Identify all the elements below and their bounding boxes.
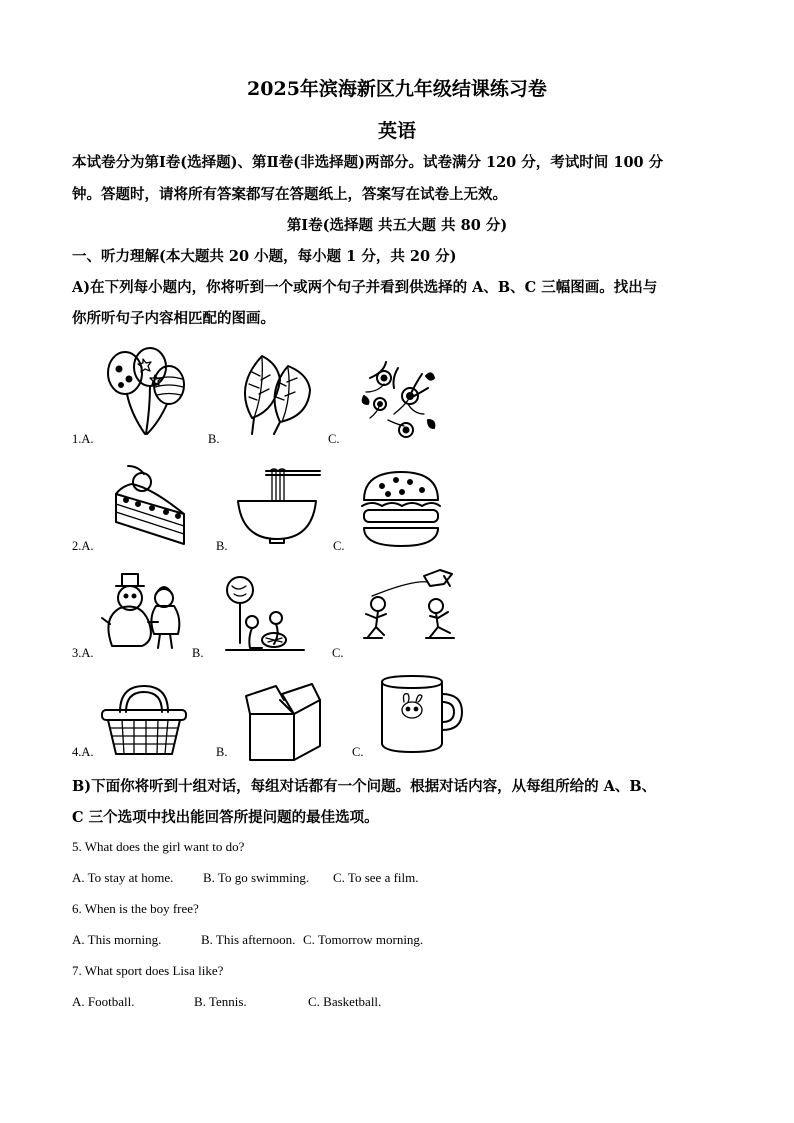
q3-label-a: 3.A. [72, 646, 94, 660]
q7-text: 7. What sport does Lisa like? [72, 963, 224, 978]
q2-label-c: C. [333, 539, 345, 553]
q6-option-b: B. This afternoon. [201, 932, 296, 947]
exam-title: 2025年滨海新区九年级结课练习卷 [247, 78, 547, 100]
partB-line-2: C 三个选项中找出能回答所提问题的最佳选项。 [72, 809, 379, 826]
q6-text: 6. When is the boy free? [72, 901, 199, 916]
intro-line-1: 本试卷分为第Ⅰ卷(选择题)、第Ⅱ卷(非选择题)两部分。试卷满分 120 分，考试时间 100 分 [72, 154, 664, 171]
flying-kite-icon [360, 566, 462, 642]
q6-option-c: C. Tomorrow morning. [303, 932, 424, 947]
cake-icon [108, 462, 190, 548]
partA-line-1: A)在下列每小题内，你将听到一个或两个句子并看到供选择的 A、B、C 三幅图画。找出与 [72, 279, 658, 296]
q4-label-a: 4.A. [72, 745, 94, 759]
partA-line-2: 你所听句子内容相匹配的图画。 [72, 310, 275, 327]
leaves-icon [232, 346, 322, 438]
q5-option-a: A. To stay at home. [72, 870, 174, 885]
q3-label-c: C. [332, 646, 344, 660]
q1-label-b: B. [208, 432, 220, 446]
box-icon [240, 680, 330, 764]
q2-label-a: 2.A. [72, 539, 94, 553]
q7-option-a: A. Football. [72, 994, 135, 1009]
q2-label-b: B. [216, 539, 228, 553]
mug-icon [376, 672, 466, 754]
hamburger-icon [358, 468, 444, 550]
q7-option-c: C. Basketball. [308, 994, 382, 1009]
q6-option-a: A. This morning. [72, 932, 162, 947]
q5-option-b: B. To go swimming. [203, 870, 310, 885]
q7-option-b: B. Tennis. [194, 994, 247, 1009]
balloons-icon [103, 345, 193, 440]
flowers-icon [358, 358, 440, 442]
section-heading: 第Ⅰ卷(选择题 共五大题 共 80 分) [286, 217, 508, 234]
q5-option-c: C. To see a film. [333, 870, 419, 885]
q1-label-a: 1.A. [72, 432, 94, 446]
planting-tree-icon [222, 572, 308, 654]
subject-title: 英语 [377, 120, 416, 142]
q4-label-c: C. [352, 745, 364, 759]
intro-line-2: 钟。答题时，请将所有答案都写在答题纸上，答案写在试卷上无效。 [72, 186, 507, 203]
snowman-icon [100, 570, 186, 654]
basket-icon [100, 682, 188, 758]
part1-heading: 一、听力理解(本大题共 20 小题，每小题 1 分，共 20 分) [72, 248, 457, 265]
partB-line-1: B)下面你将听到十组对话，每组对话都有一个问题。根据对话内容，从每组所给的 A、B、 [72, 778, 657, 795]
q5-text: 5. What does the girl want to do? [72, 839, 245, 854]
q1-label-c: C. [328, 432, 340, 446]
q4-label-b: B. [216, 745, 228, 759]
q3-label-b: B. [192, 646, 204, 660]
noodles-icon [232, 465, 322, 545]
